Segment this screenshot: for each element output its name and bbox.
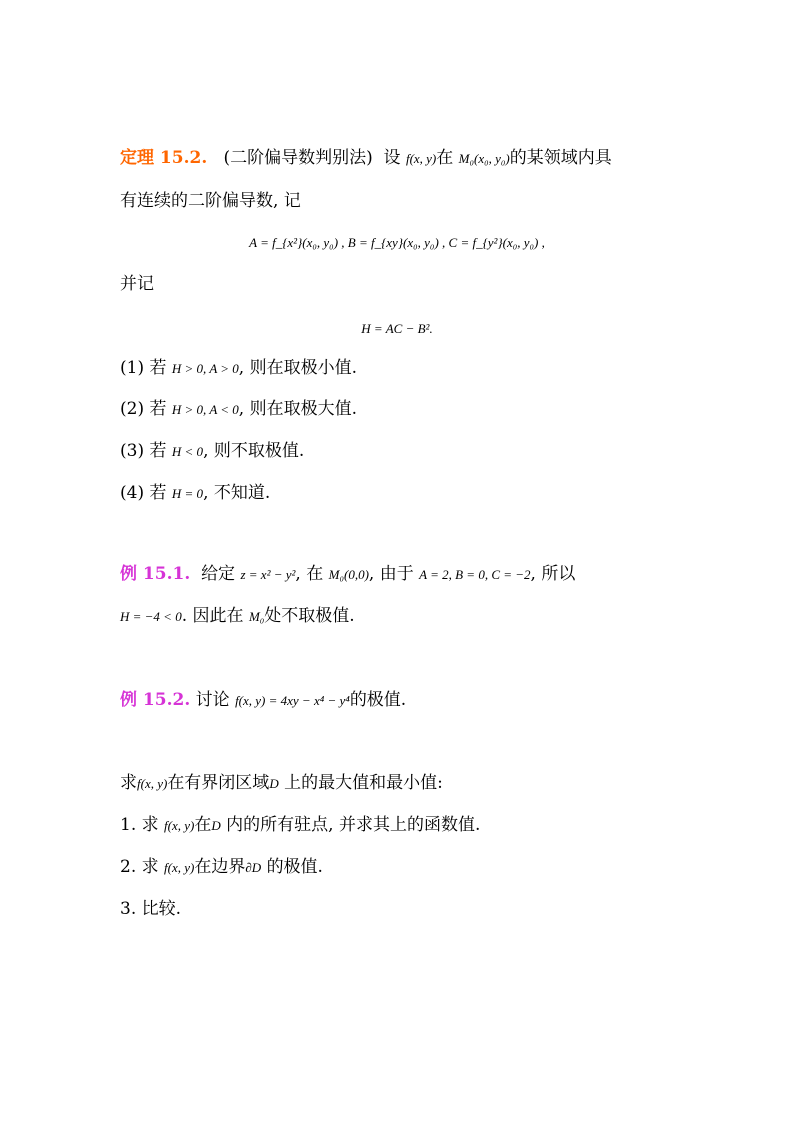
step-2-b: 在边界 — [194, 857, 246, 877]
case-2-condition: H > 0, A < 0 — [171, 402, 239, 417]
step-1-c: 内的所有驻点, 并求其上的函数值. — [226, 815, 481, 835]
case-4-condition: H = 0 — [171, 486, 204, 501]
step-2-c: 的极值. — [266, 857, 323, 877]
step-2-a: 2. 求 — [120, 857, 159, 877]
theorem-point: M₀(x₀, y₀) — [458, 151, 510, 166]
procedure-step-3: 3. 比较. — [120, 899, 182, 919]
case-4-result: , 不知道. — [203, 483, 271, 503]
case-3-number: (3) 若 — [120, 441, 167, 461]
step-2-f: f(x, y) — [164, 860, 195, 875]
step-2-boundary: ∂D — [245, 860, 262, 875]
step-1-f: f(x, y) — [164, 818, 195, 833]
theorem-also: 并记 — [120, 274, 154, 294]
hessian-formula-line — [0, 316, 794, 341]
example-2-line — [120, 688, 406, 713]
procedure-intro-d: D — [269, 776, 279, 791]
case-2-number: (2) 若 — [120, 399, 167, 419]
step-1-a: 1. 求 — [120, 815, 159, 835]
definitions-formula: A = f_{x²}(x₀, y₀) , B = f_{xy}(x₀, y₀) , C = f_{y²}(x₀, y₀) , — [249, 235, 545, 250]
example-1-text-6: 处不取极值. — [264, 606, 355, 626]
procedure-intro-b: 在有界闭区域 — [167, 773, 270, 793]
theorem-text-1: 设 — [383, 148, 401, 168]
theorem-text-2: 在 — [436, 148, 454, 168]
theorem-definitions — [0, 230, 794, 255]
case-2 — [120, 397, 357, 422]
step-1-b: 在 — [194, 815, 212, 835]
case-1 — [120, 356, 357, 381]
procedure-intro-f: f(x, y) — [137, 776, 168, 791]
example-1-z: z = x² − y² — [240, 567, 296, 582]
case-4 — [120, 481, 270, 506]
example-1-h: H = −4 < 0 — [120, 609, 182, 624]
example-1-text-3: , 由于 — [368, 564, 414, 584]
example-2-text-2: 的极值. — [349, 690, 407, 710]
procedure-intro-a: 求 — [120, 773, 137, 793]
theorem-line-2: 有连续的二阶偏导数, 记 — [120, 191, 301, 211]
procedure-step-1 — [120, 813, 480, 838]
theorem-label: 定理 15.2. — [120, 148, 208, 168]
procedure-intro — [120, 771, 443, 796]
case-3 — [120, 439, 304, 464]
procedure-intro-c: 上的最大值和最小值: — [284, 773, 443, 793]
example-2-function: f(x, y) = 4xy − x⁴ − y⁴ — [235, 693, 350, 708]
example-1-m0: M₀ — [248, 609, 265, 624]
example-1-text-4: , 所以 — [530, 564, 576, 584]
example-1-text-2: , 在 — [295, 564, 324, 584]
example-1-label: 例 15.1. — [120, 564, 191, 584]
step-1-d: D — [211, 818, 221, 833]
example-1-text-5: . 因此在 — [181, 606, 244, 626]
hessian-formula: H = AC − B². — [361, 321, 433, 336]
theorem-title: (二阶偏导数判别法) — [223, 148, 373, 168]
procedure-step-2 — [120, 855, 323, 880]
case-3-result: , 则不取极值. — [203, 441, 305, 461]
theorem-function: f(x, y) — [405, 151, 437, 166]
example-2-label: 例 15.2. — [120, 690, 191, 710]
case-3-condition: H < 0 — [171, 444, 204, 459]
case-4-number: (4) 若 — [120, 483, 167, 503]
example-1-line-2 — [120, 604, 355, 629]
case-2-result: , 则在取极大值. — [238, 399, 358, 419]
case-1-condition: H > 0, A > 0 — [171, 361, 239, 376]
case-1-number: (1) 若 — [120, 358, 167, 378]
case-1-result: , 则在取极小值. — [238, 358, 358, 378]
example-2-text-1: 讨论 — [195, 690, 230, 710]
theorem-text-3: 的某领域内具 — [509, 148, 612, 168]
example-1-text-1: 给定 — [201, 564, 236, 584]
example-1-abc: A = 2, B = 0, C = −2 — [419, 567, 531, 582]
theorem-line-1 — [120, 146, 612, 171]
example-1-m: M₀(0,0) — [328, 567, 369, 582]
example-1-line-1 — [120, 562, 575, 587]
